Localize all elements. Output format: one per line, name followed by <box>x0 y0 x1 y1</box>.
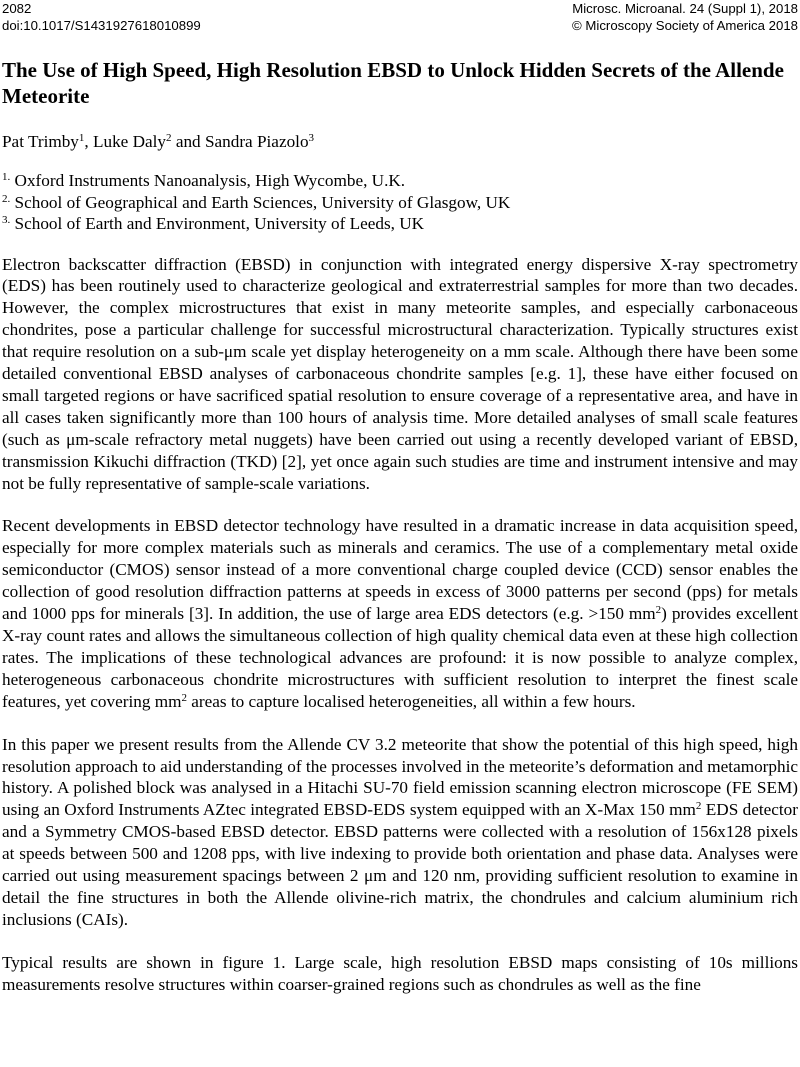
affiliation <box>2 213 798 235</box>
author-separator: , <box>84 132 93 151</box>
author-affiliation-mark: 1 <box>78 132 85 144</box>
affiliation-number: 3. <box>2 214 11 226</box>
body-paragraph-1: Electron backscatter diffraction (EBSD) in conjunction with integrated energy dispersive X-ray spectrometry (EDS) has been routinely used to characterize geological and extraterrestrial samples for more than two decades. However, the complex microstructures that exist in many meteorite samples, and especially carbonaceous chondrites, pose a particular challenge for successful microstructural characterization. Typically structures exist that require resolution on a sub-μm scale yet display heterogeneity on a mm scale. Although there have been some detailed conventional EBSD analyses of carbonaceous chondrite samples [e.g. 1], these have either focused on small targeted regions or have sacrificed spatial resolution to ensure coverage of a representative area, and have in all cases taken significantly more than 100 hours of analysis time. More detailed analyses of small scale features (such as μm-scale refractory metal nuggets) have been carried out using a recently developed variant of EBSD, transmission Kikuchi diffraction (TKD) [2], yet once again such studies are time and instrument intensive and may not be fully representative of sample-scale variations. <box>2 254 798 493</box>
body-paragraph-3 <box>2 734 798 931</box>
paragraph-text: Recent developments in EBSD detector technology have resulted in a dramatic increase in data acquisition speed, especially for more complex materials such as minerals and ceramics. The use of a complementary metal oxide semiconductor (CMOS) sensor instead of a more conventional charge coupled device (CCD) sensor enables the collection of good resolution diffraction patterns at speeds in excess of 3000 patterns per second (pps) for metals and 1000 pps for minerals [3]. In addition, the use of large area EDS detectors (e.g. >150 mm <box>2 516 798 624</box>
author-name: Sandra Piazolo <box>204 132 309 151</box>
affiliation-number: 2. <box>2 192 11 205</box>
author-name: Pat Trimby <box>2 132 79 151</box>
superscript: 2 <box>695 800 702 813</box>
affiliation-text: Oxford Instruments Nanoanalysis, High Wycombe, U.K. <box>10 171 406 190</box>
paragraph-text: ) provides excellent X-ray count rates and allows the simultaneous collection of high quality chemical data even at these high collection rates. The implications of these technological advances are profound: it is now possible to analyze complex, heterogeneous carbonaceous chondrite microstructures with sufficient resolution to interpret the finest scale features, yet covering mm <box>2 604 798 711</box>
superscript: 2 <box>655 604 662 617</box>
journal-citation: Microsc. Microanal. 24 (Suppl 1), 2018 <box>572 1 798 16</box>
header-right <box>572 1 798 34</box>
affiliation <box>2 192 798 214</box>
affiliation-text: School of Geographical and Earth Sciences, University of Glasgow, UK <box>10 192 511 212</box>
copyright: © Microscopy Society of America 2018 <box>572 17 798 33</box>
paragraph-text: In this paper we present results from the Allende CV 3.2 meteorite that show the potential of this high speed, high resolution approach to aid understanding of the processes involved in the meteorite’s deformation and metamorphic history. A polished block was analysed in a Hitachi SU-70 field emission scanning electron microscope (FE SEM) using an Oxford Instruments AZtec integrated EBSD-EDS system equipped with an X-Max 150 mm <box>2 734 798 820</box>
author-affiliation-mark: 2 <box>166 132 172 144</box>
header-left <box>2 1 201 34</box>
page-header <box>0 0 800 40</box>
author-list <box>2 131 798 152</box>
paper-body <box>2 58 798 996</box>
affiliation <box>2 170 798 192</box>
author-separator: and <box>171 132 205 151</box>
affiliation-text: School of Earth and Environment, University of Leeds, UK <box>10 214 425 233</box>
author-name: Luke Daly <box>93 132 167 151</box>
superscript: 2 <box>181 691 187 704</box>
body-paragraph-4: Typical results are shown in figure 1. Large scale, high resolution EBSD maps consisting of 10s millions measurements resolve structures within coarser-grained regions such as chondrules as well as the fine <box>2 952 798 994</box>
doi: doi:10.1017/S1431927618010899 <box>2 17 201 33</box>
page-number: 2082 <box>2 1 32 16</box>
affiliation-list <box>2 170 798 235</box>
paragraph-text: EDS detector and a Symmetry CMOS-based EBSD detector. EBSD patterns were collected with a resolution of 156x128 pixels at speeds between 500 and 1208 pps, with live indexing to provide both orientation and phase data. Analyses were carried out using measurement spacings between 2 μm and 120 nm, providing sufficient resolution to examine in detail the fine structures in both the Allende olivine-rich matrix, the chondrules and calcium aluminium rich inclusions (CAIs). <box>2 800 798 929</box>
paragraph-text: areas to capture localised heterogeneities, all within a few hours. <box>186 691 636 711</box>
affiliation-number: 1. <box>2 171 11 183</box>
paper-title: The Use of High Speed, High Resolution EBSD to Unlock Hidden Secrets of the Allende Meteorite <box>2 58 784 108</box>
author-affiliation-mark: 3 <box>308 132 315 144</box>
body-paragraph-2 <box>2 515 798 712</box>
